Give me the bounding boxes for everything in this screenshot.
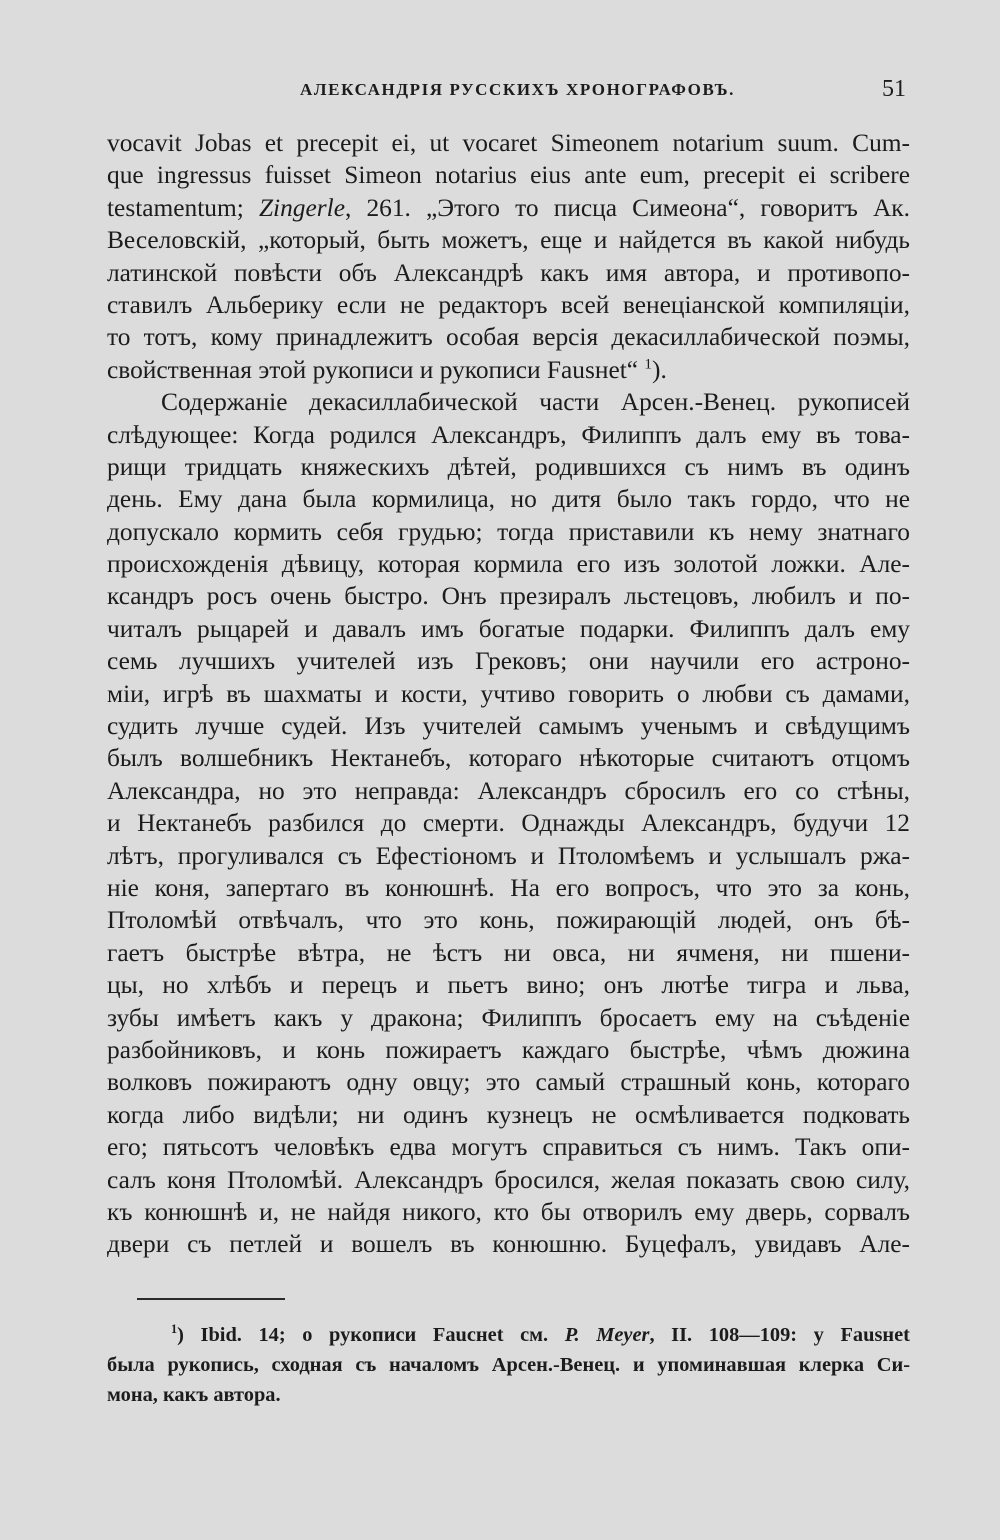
text-line: рищи тридцать княжескихъ дѣтей, родившихся съ нимъ въ одинъ [107, 452, 910, 481]
text-line: когда либо видѣли; ни одинъ кузнецъ не осмѣливается подковать [107, 1100, 910, 1129]
text-line: разбойниковъ, и конь пожираетъ каждаго быстрѣе, чѣмъ дюжина [107, 1035, 910, 1064]
text-line: ставилъ Альберику если не редакторъ всей венеціанской компиляціи, [107, 290, 910, 319]
text-line: читалъ рыцарей и давалъ имъ богатые подарки. Филиппъ далъ ему [107, 614, 910, 643]
text-fragment: ). [652, 355, 667, 384]
text-line: гаетъ быстрѣе вѣтра, не ѣстъ ни овса, ни ячменя, ни пшени- [107, 938, 910, 967]
text-line: былъ волшебникъ Нектанебъ, котораго нѣкоторые считаютъ отцомъ [107, 744, 910, 773]
text-line: двери съ петлей и вошелъ въ конюшню. Буцефалъ, увидавъ Але- [107, 1230, 910, 1259]
author-citation: Zingerle [258, 193, 345, 222]
text-line: лѣтъ, прогуливался съ Ефестіономъ и Птоломѣемъ и услышалъ ржа- [107, 841, 910, 870]
text-fragment: testamentum; [107, 193, 259, 222]
footnote-divider [137, 1298, 285, 1300]
text-line: судить лучше судей. Изъ учителей самымъ ученымъ и свѣдущимъ [107, 712, 910, 741]
paragraph-start-line: Содержаніе декасиллабической части Арсен.-Венец. рукописей [161, 388, 910, 417]
text-line: ксандръ росъ очень быстро. Онъ презиралъ льстецовъ, любилъ и по- [107, 582, 910, 611]
text-line: происхожденія дѣвицу, которая кормила его изъ золотой ложки. Але- [107, 550, 910, 579]
text-line: его; пятьсотъ человѣкъ едва могутъ справиться съ нимъ. Такъ опи- [107, 1133, 910, 1162]
page-header [110, 78, 910, 108]
footnote-line [107, 1320, 910, 1350]
text-line: Александра, но это неправда: Александръ сбросилъ его со стѣны, [107, 776, 910, 805]
author-citation: P. Meyer [564, 1324, 650, 1346]
text-line: ніе коня, запертаго въ конюшнѣ. На его вопросъ, что это за конь, [107, 873, 910, 902]
footnote-line: была рукопись, сходная съ началомъ Арсен.-Венец. и упоминавшая клерка Си- [107, 1354, 910, 1376]
text-line: Птоломѣй отвѣчалъ, что это конь, пожирающій людей, онъ бѣ- [107, 906, 910, 935]
text-line: допускало кормить себя грудью; тогда приставили къ нему знатнаго [107, 517, 910, 546]
text-line: волковъ пожираютъ одну овцу; это самый страшный конь, котораго [107, 1068, 910, 1097]
text-line: Веселовскій, „который, быть можетъ, еще и найдется въ какой нибудь [107, 226, 910, 255]
running-head: АЛЕКСАНДРІЯ РУССКИХЪ ХРОНОГРАФОВЪ. [300, 80, 735, 99]
text-line [107, 354, 910, 386]
body-text [107, 127, 910, 1261]
text-line: латинской повѣсти объ Александрѣ какъ имя автора, и противопо- [107, 258, 910, 287]
footnote-marker: 1 [171, 1322, 178, 1337]
text-line: que ingressus fuisset Simeon notarius eius ante eum, precepit ei scribere [107, 161, 910, 190]
text-line: міи, игрѣ въ шахматы и кости, учтиво говорить о любви съ дамами, [107, 679, 910, 708]
text-line: цы, но хлѣбъ и перецъ и пьетъ вино; онъ лютѣе тигра и льва, [107, 971, 910, 1000]
text-line: семь лучшихъ учителей изъ Грековъ; они научили его астроно- [107, 647, 910, 676]
text-line: то тотъ, кому принадлежитъ особая версія декасиллабической поэмы, [107, 323, 910, 352]
text-fragment: свойственная этой рукописи и рукописи Fausʜet“ [107, 355, 645, 384]
text-line: и Нектанебъ разбился до смерти. Однажды Александръ, будучи 12 [107, 809, 910, 838]
text-line [107, 192, 910, 224]
text-line: vocavit Jobas et precepit ei, ut vocaret Simeonem notarium suum. Cum- [107, 129, 910, 157]
text-line: слѣдующее: Когда родился Александръ, Филиппъ далъ ему въ това- [107, 420, 910, 449]
footnotes [107, 1320, 910, 1410]
text-line: день. Ему дана была кормилица, но дитя было такъ гордо, что не [107, 485, 910, 514]
text-line: къ конюшнѣ и, не найдя никого, кто бы отворилъ ему дверь, сорвалъ [107, 1197, 910, 1226]
text-line: салъ коня Птоломѣй. Александръ бросился, желая показать свою силу, [107, 1165, 910, 1194]
footnote-reference[interactable]: 1 [644, 355, 653, 373]
text-fragment: ) Ibid. 14; о рукописи Faucʜet см. [177, 1324, 565, 1346]
text-fragment: , 261. „Этого то писца Симеона“, говоритъ Ак. [344, 193, 910, 222]
text-line: зубы имѣетъ какъ у дракона; Филиппъ бросаетъ ему на съѣденіе [107, 1003, 910, 1032]
page-number: 51 [882, 76, 906, 102]
footnote-line: мона, какъ автора. [107, 1384, 281, 1406]
text-fragment: , II. 108—109: у Fausʜet [649, 1324, 910, 1346]
